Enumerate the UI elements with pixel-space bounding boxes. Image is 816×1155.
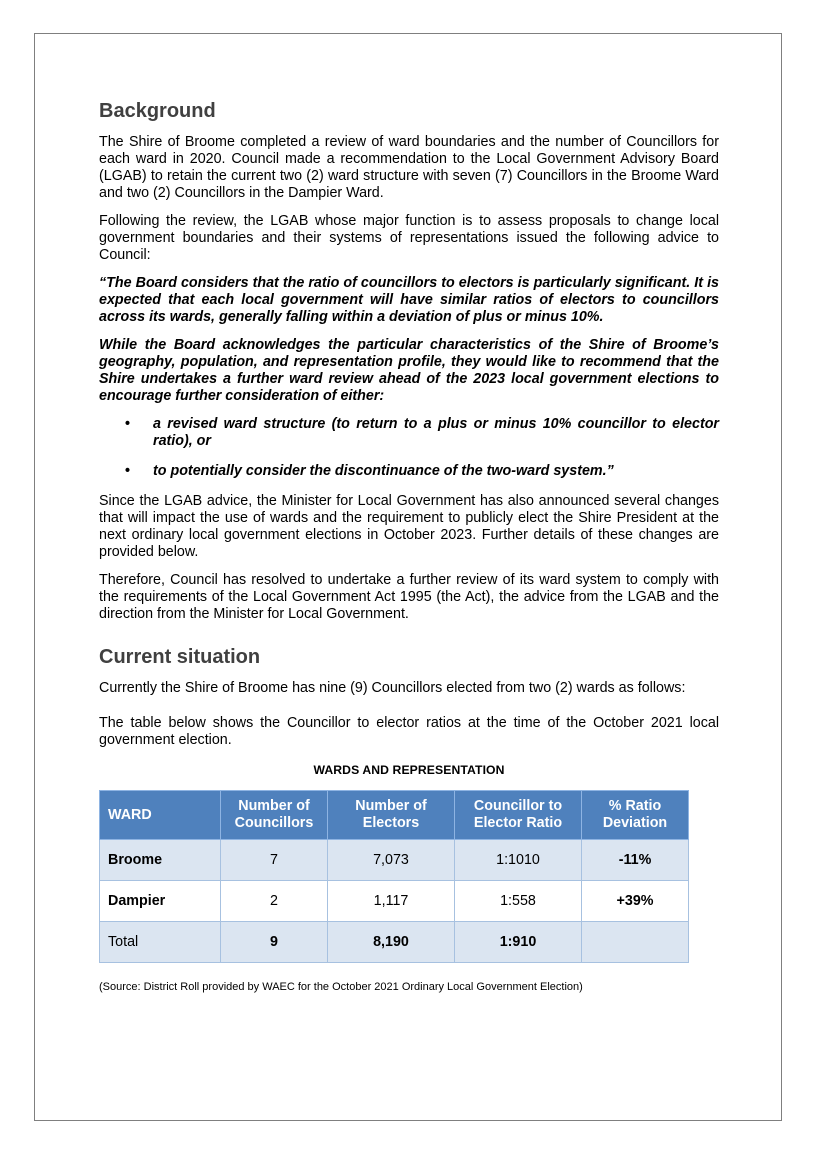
total-label-cell: Total (100, 922, 221, 963)
deviation-cell: +39% (582, 881, 689, 922)
background-paragraph-2: Following the review, the LGAB whose major function is to assess proposals to change local government boundaries and their systems of representations issued the following advice to Council: (99, 213, 719, 263)
ward-name-cell: Dampier (100, 881, 221, 922)
table-caption: WARDS AND REPRESENTATION (313, 763, 505, 777)
total-councillors-cell: 9 (221, 922, 328, 963)
background-paragraph-3: Since the LGAB advice, the Minister for Local Government has also announced several changes that will impact the use of wards and the requirement to publicly elect the Shire President at the next ordinary local government elections in October 2023. Further details of these changes are provided below. (99, 493, 719, 560)
ratio-cell: 1:558 (455, 881, 582, 922)
total-deviation-cell (582, 922, 689, 963)
electors-cell: 7,073 (328, 840, 455, 881)
quote-bullet-item (99, 416, 719, 450)
table-row (100, 881, 689, 922)
document-body (99, 99, 719, 994)
background-paragraph-4: Therefore, Council has resolved to undertake a further review of its ward system to comply with the requirements of the Local Government Act 1995 (the Act), the advice from the LGAB and the direction from the Minister for Local Government. (99, 572, 719, 622)
bullet-icon: • (125, 463, 131, 479)
councillors-cell: 7 (221, 840, 328, 881)
header-electors: Number of Electors (328, 791, 455, 840)
current-paragraph-2: The table below shows the Councillor to elector ratios at the time of the October 2021 local government election. (99, 715, 719, 748)
ward-name-cell: Broome (100, 840, 221, 881)
table-total-row (100, 922, 689, 963)
board-quote-2: While the Board acknowledges the particular characteristics of the Shire of Broome’s geography, population, and representation profile, they would like to recommend that the Shire undertakes a further ward review ahead of the 2023 local government elections to encourage further consideration of either: (99, 337, 719, 404)
header-ratio: Councillor to Elector Ratio (455, 791, 582, 840)
ratio-cell: 1:1010 (455, 840, 582, 881)
background-heading: Background (99, 100, 216, 122)
quote-bullet-text: to potentially consider the discontinuance of the two-ward system.” (153, 463, 614, 479)
quote-bullet-item (99, 463, 719, 480)
board-quote-1: “The Board considers that the ratio of councillors to electors is particularly significant. It is expected that each local government will have similar ratios of electors to councillors across its wards, generally falling within a deviation of plus or minus 10%. (99, 275, 719, 325)
councillors-cell: 2 (221, 881, 328, 922)
table-header-row (100, 791, 689, 840)
current-paragraph-1: Currently the Shire of Broome has nine (9) Councillors elected from two (2) wards as follows: (99, 680, 686, 696)
table-row (100, 840, 689, 881)
background-paragraph-1: The Shire of Broome completed a review of ward boundaries and the number of Councillors for each ward in 2020. Council made a recommendation to the Local Government Advisory Board (LGAB) to retain the current two (2) ward structure with seven (7) Councillors in the Broome Ward and two (2) Councillors in the Dampier Ward. (99, 134, 719, 201)
header-deviation: % Ratio Deviation (582, 791, 689, 840)
header-councillors: Number of Councillors (221, 791, 328, 840)
header-ward: WARD (100, 791, 221, 840)
current-situation-heading: Current situation (99, 646, 261, 668)
deviation-cell: -11% (582, 840, 689, 881)
quote-bullet-text: a revised ward structure (to return to a plus or minus 10% councillor to elector ratio), or (153, 416, 719, 449)
total-electors-cell: 8,190 (328, 922, 455, 963)
quote-bullet-list (99, 416, 719, 480)
electors-cell: 1,117 (328, 881, 455, 922)
wards-table (99, 790, 689, 963)
bullet-icon: • (125, 416, 131, 432)
table-source-note: (Source: District Roll provided by WAEC for the October 2021 Ordinary Local Government Election) (99, 981, 583, 993)
total-ratio-cell: 1:910 (455, 922, 582, 963)
